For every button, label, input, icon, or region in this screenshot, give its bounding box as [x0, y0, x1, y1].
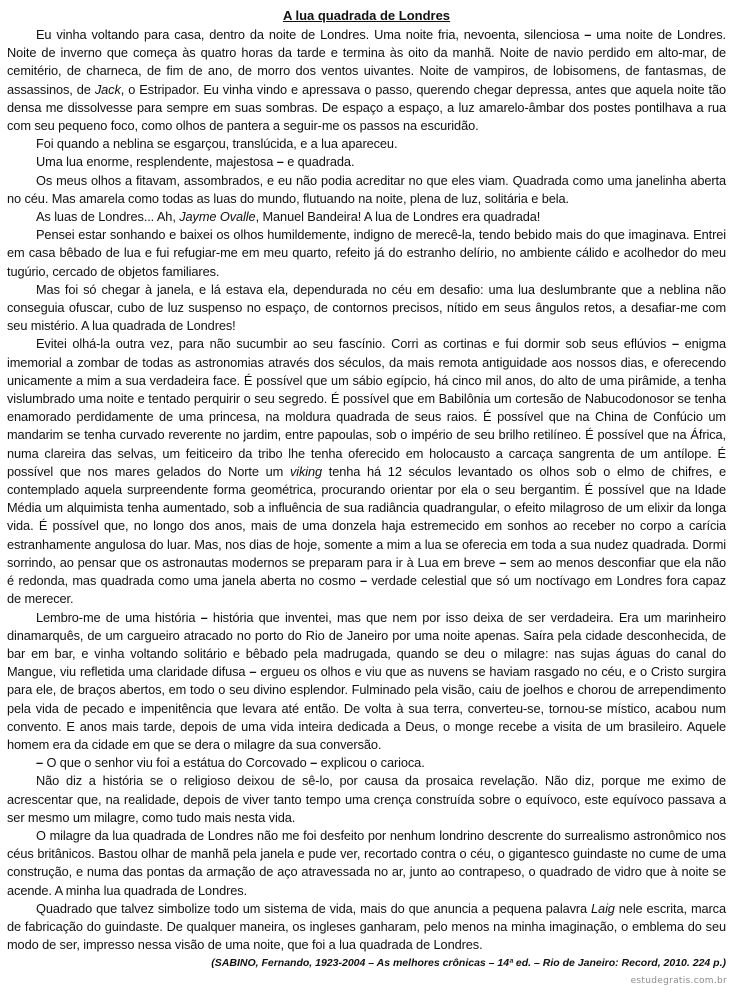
- paragraph: [7, 153, 726, 171]
- italic-text: Laig: [591, 900, 615, 916]
- paragraph: [7, 26, 726, 135]
- text-run: tenha há 12 séculos levantado os olhos sob o elmo de chifres, e contemplado aquela surpreendente forma geométrica, procurando orientar por ela o seu bergantim. É possível que na Idade Média um alquimista tenha aumentado, sob a influência de sua radiância quadrangular, o efeito milagroso de um elixir da longa vida. É possível que, no longo dos anos, mais de uma donzela haja estremecido em sonhos ao receber no corpo a carícia estranhamente angulosa do luar. Mas, nos dias de hoje, somente a mim a lua se oferecia em toda a sua nudez quadrada. Dormi sorrindo, ao pensar que os astronautas modernos se preparam para ir à Lua em breve: [7, 463, 726, 570]
- dash-text: –: [584, 27, 592, 42]
- text-run: O que o senhor viu foi a estátua do Corcovado: [43, 755, 311, 771]
- italic-text: viking: [289, 463, 323, 479]
- paragraph: [7, 281, 726, 336]
- text-run: As luas de Londres... Ah,: [36, 209, 180, 225]
- text-run: enigma imemorial a zombar de todas as astronomias através dos séculos, da mais remota antiguidade aos nossos dias, e oferecendo unicamente a mim a sua verdadeira face. É possível que um sábio egípcio, há cinco mil anos, do alto de uma pirâmide, a tenha vislumbrado uma noite e tentado perquirir o seu segredo. É possível que em Babilônia um cortesão de Nabucodonosor se tenha enamorado perdidamente de uma princesa, na moldura quadrada de seus raios. É possível que na China de Confúcio um mandarim se tenha curvado reverente no jardim, entre papoulas, sob o império de seu brilho retilíneo. É possível que na África, numa clareira das selvas, um feiticeiro da tribo lhe tenha oferecido em holocausto a carcaça sangrenta de um antílope. É possível que nos mares gelados do Norte um: [7, 336, 727, 479]
- italic-text: Jack: [94, 81, 121, 97]
- paragraph: [7, 827, 726, 900]
- text-run: Foi quando a neblina se esgarçou, translúcida, e a lua apareceu.: [36, 136, 398, 152]
- citation: (SABINO, Fernando, 1923-2004 – As melhores crônicas – 14ª ed. – Rio de Janeiro: Record, 2010. 224 p.): [211, 957, 726, 970]
- text-run: Uma lua enorme, resplendente, majestosa: [36, 154, 277, 170]
- text-run: O milagre da lua quadrada de Londres não me foi desfeito por nenhum londrino descrente do surrealismo astronômico nos céus britânicos. Bastou olhar de manhã pela janela e pude ver, recortado contra o céu, o gigantesco guindaste no cume de uma construção, e numa das pontas da armação de aço atravessada no ar, junto ao contrapeso, o quadrado de vidro que à noite se acende. A minha lua quadrada de Londres.: [7, 827, 726, 898]
- text-run: Os meus olhos a fitavam, assombrados, e eu não podia acreditar no que eles viam. Quadrada como uma janelinha aberta no céu. Mas amarela como todas as luas do mundo, flutuando na noite, plena de luz, solitária e bela.: [7, 172, 726, 206]
- text-run: , o Estripador. Eu vinha vindo e apressava o passo, querendo chegar depressa, antes que aquela noite tão densa me dissolvesse para sempre em suas sombras. De espaço a espaço, a luz amarelo-âmbar dos postes pontilhava a rua com seu pequeno foco, como olhos de pantera a seguir-me os passos na escuridão.: [7, 81, 726, 134]
- text-run: verdade celestial que só um noctívago em Londres fora capaz de merecer.: [7, 573, 726, 607]
- paragraph: [7, 335, 726, 608]
- text-run: nele escrita, marca de fabricação do guindaste. De qualquer maneira, os ingleses ganharam, pelo menos na minha imaginação, o emblema do seu modo de ser, impresso nessa visão de uma noite, que foi a lua quadrada de Londres.: [7, 900, 726, 953]
- dash-text: –: [499, 554, 507, 570]
- paragraph: [7, 172, 726, 208]
- text-run: Mas foi só chegar à janela, e lá estava ela, dependurada no céu em desafio: uma lua deslumbrante que a neblina não conseguia ofuscar, cubo de luz suspenso no espaço, de contornos precisos, nítido em seus ângulos retos, a desafiar-me com seu mistério. A lua quadrada de Londres!: [7, 281, 726, 334]
- text-run: , Manuel Bandeira! A lua de Londres era quadrada!: [255, 209, 541, 225]
- text-run: explicou o carioca.: [317, 755, 425, 771]
- italic-text: Jayme Ovalle: [179, 209, 256, 225]
- paragraph: [7, 609, 726, 755]
- text-run: Eu vinha voltando para casa, dentro da noite de Londres. Uma noite fria, nevoenta, silenciosa: [36, 27, 585, 42]
- document-title: A lua quadrada de Londres: [282, 8, 451, 23]
- paragraph: [7, 226, 726, 281]
- text-run: Evitei olhá-la outra vez, para não sucumbir ao seu fascínio. Corri as cortinas e fui dormir sob seus eflúvios: [36, 336, 672, 352]
- text-run: Não diz a história se o religioso deixou de sê-lo, por causa da prosaica revelação. Não diz, porque me eximo de acrescentar que, na realidade, depois de viver tanto tempo uma crença construída sobre o equívoco, este equívoco passava a ser mesmo um milagre, como tudo mais nesta vida.: [7, 773, 726, 825]
- text-run: sem ao menos desconfiar que ela não é redonda, mas quadrada como uma janela aberta no cosmo: [7, 554, 726, 589]
- text-run: Pensei estar sonhando e baixei os olhos humildemente, indigno de merecê-la, tendo bebido mais do que imaginava. Entrei em casa bêbado de lua e fui refugiar-me em meu quarto, refeito já do estranho delírio, no ambiente cálido e acolhedor do meu tugúrio, cercado de objetos familiares.: [7, 227, 726, 279]
- watermark: estudegratis.com.br: [630, 976, 727, 986]
- text-run: e quadrada.: [283, 154, 355, 170]
- dash-text: –: [359, 573, 368, 589]
- text-run: ergueu os olhos e viu que as nuvens se haviam rasgado no céu, e o Cristo surgira para ele, de braços abertos, em todo o seu divino esplendor. Fulminado pela visão, caiu de joelhos e chorou de arrependimento pela vida de pecado e impenitência que levara até então. De volta à sua terra, converteu-se, tornou-se místico, acabou num convento. E anos mais tarde, depois de uma vida inteira dedicada a Deus, o monge recebe a visita de um brasileiro. Aquele homem era da cidade em que se dera o milagre da sua conversão.: [7, 664, 726, 752]
- dash-text: –: [200, 609, 208, 625]
- text-run: história que inventei, mas que nem por isso deixa de ser verdadeira. Era um marinheiro dinamarquês, de um cargueiro atracado no porto do Rio de Janeiro por uma noite apenas. Saíra pela cidade desconhecida, de bar em bar, e vinha voltando solitário e bêbado pela madrugada, quando se deu o milagre: nas sujas águas do canal do Mangue, viu refletida uma claridade difusa: [7, 609, 727, 680]
- dash-text: –: [276, 154, 284, 170]
- dash-text: –: [249, 664, 257, 680]
- paragraph: [7, 900, 726, 955]
- paragraph: [7, 135, 726, 153]
- text-run: Quadrado que talvez simbolize todo um sistema de vida, mais do que anuncia a pequena palavra: [36, 900, 592, 916]
- dash-text: –: [310, 755, 318, 771]
- text-run: uma noite de Londres. Noite de inverno que começa às quatro horas da tarde e termina às oito da manhã. Noite de navio perdido em alto-mar, de cemitério, de charneca, de fim de ano, de morro dos ventos uivantes. Noite de vampiros, de lobisomens, de fantasmas, de assassinos, de: [7, 27, 726, 97]
- text-run: Lembro-me de uma história: [36, 609, 201, 625]
- document-body: [7, 26, 726, 954]
- paragraph: [7, 208, 726, 226]
- dash-text: –: [36, 755, 44, 771]
- paragraph: [7, 772, 726, 827]
- dash-text: –: [671, 336, 679, 352]
- paragraph: [7, 754, 726, 772]
